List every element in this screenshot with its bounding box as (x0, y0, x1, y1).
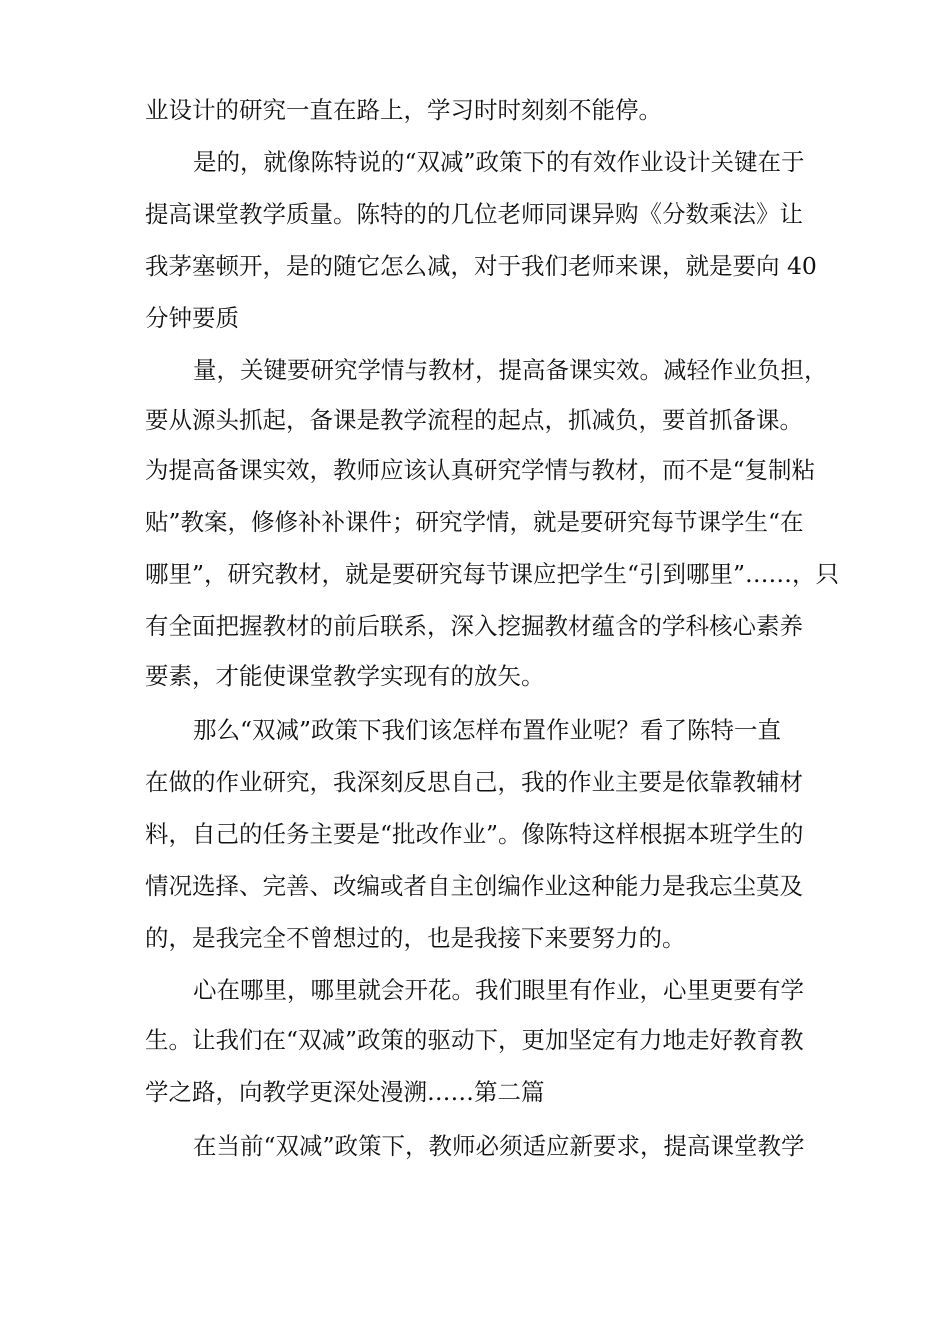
text-line: 的，是我完全不曾想过的，也是我接下来要努力的。 (145, 924, 686, 952)
paragraph-start-line: 那么“双减”政策下我们该怎样布置作业呢？看了陈特一直 (193, 716, 782, 744)
text-line: 料，自己的任务主要是“批改作业”。像陈特这样根据本班学生的 (145, 820, 804, 848)
text-line: 贴”教案，修修补补课件；研究学情，就是要研究每节课学生“在 (145, 508, 804, 536)
text-line: 学之路，向教学更深处漫溯……第二篇 (145, 1078, 545, 1106)
paragraph-start-line: 量，关键要研究学情与教材，提高备课实效。减轻作业负担， (193, 356, 828, 384)
text-line: 有全面把握教材的前后联系，深入挖掘教材蕴含的学科核心素养 (145, 612, 803, 640)
text-line: 要从源头抓起，备课是教学流程的起点，抓减负，要首抓备课。 (145, 406, 803, 434)
paragraph-start-line: 是的，就像陈特说的“双减”政策下的有效作业设计关键在于 (193, 148, 805, 176)
text-line: 情况选择、完善、改编或者自主创编作业这种能力是我忘尘莫及 (145, 872, 803, 900)
paragraph-start-line: 心在哪里，哪里就会开花。我们眼里有作业，心里更要有学 (193, 976, 804, 1004)
text-line: 生。让我们在“双减”政策的驱动下，更加坚定有力地走好教育教 (145, 1026, 804, 1054)
text-line: 分钟要质 (145, 304, 239, 332)
text-line: 提高课堂教学质量。陈特的的几位老师同课异购《分数乘法》让 (145, 200, 803, 228)
text-line: 我茅塞顿开，是的随它怎么减，对于我们老师来课，就是要向 40 (145, 252, 817, 280)
text-line: 要素，才能使课堂教学实现有的放矢。 (145, 662, 545, 690)
text-line: 业设计的研究一直在路上，学习时时刻刻不能停。 (145, 96, 662, 124)
text-line: 在做的作业研究，我深刻反思自己，我的作业主要是依靠教辅材 (145, 768, 803, 796)
text-line: 为提高备课实效，教师应该认真研究学情与教材，而不是“复制粘 (145, 456, 816, 484)
text-line: 哪里”，研究教材，就是要研究每节课应把学生“引到哪里”……，只 (145, 560, 840, 588)
paragraph-start-line: 在当前“双减”政策下，教师必须适应新要求，提高课堂教学 (193, 1132, 805, 1160)
